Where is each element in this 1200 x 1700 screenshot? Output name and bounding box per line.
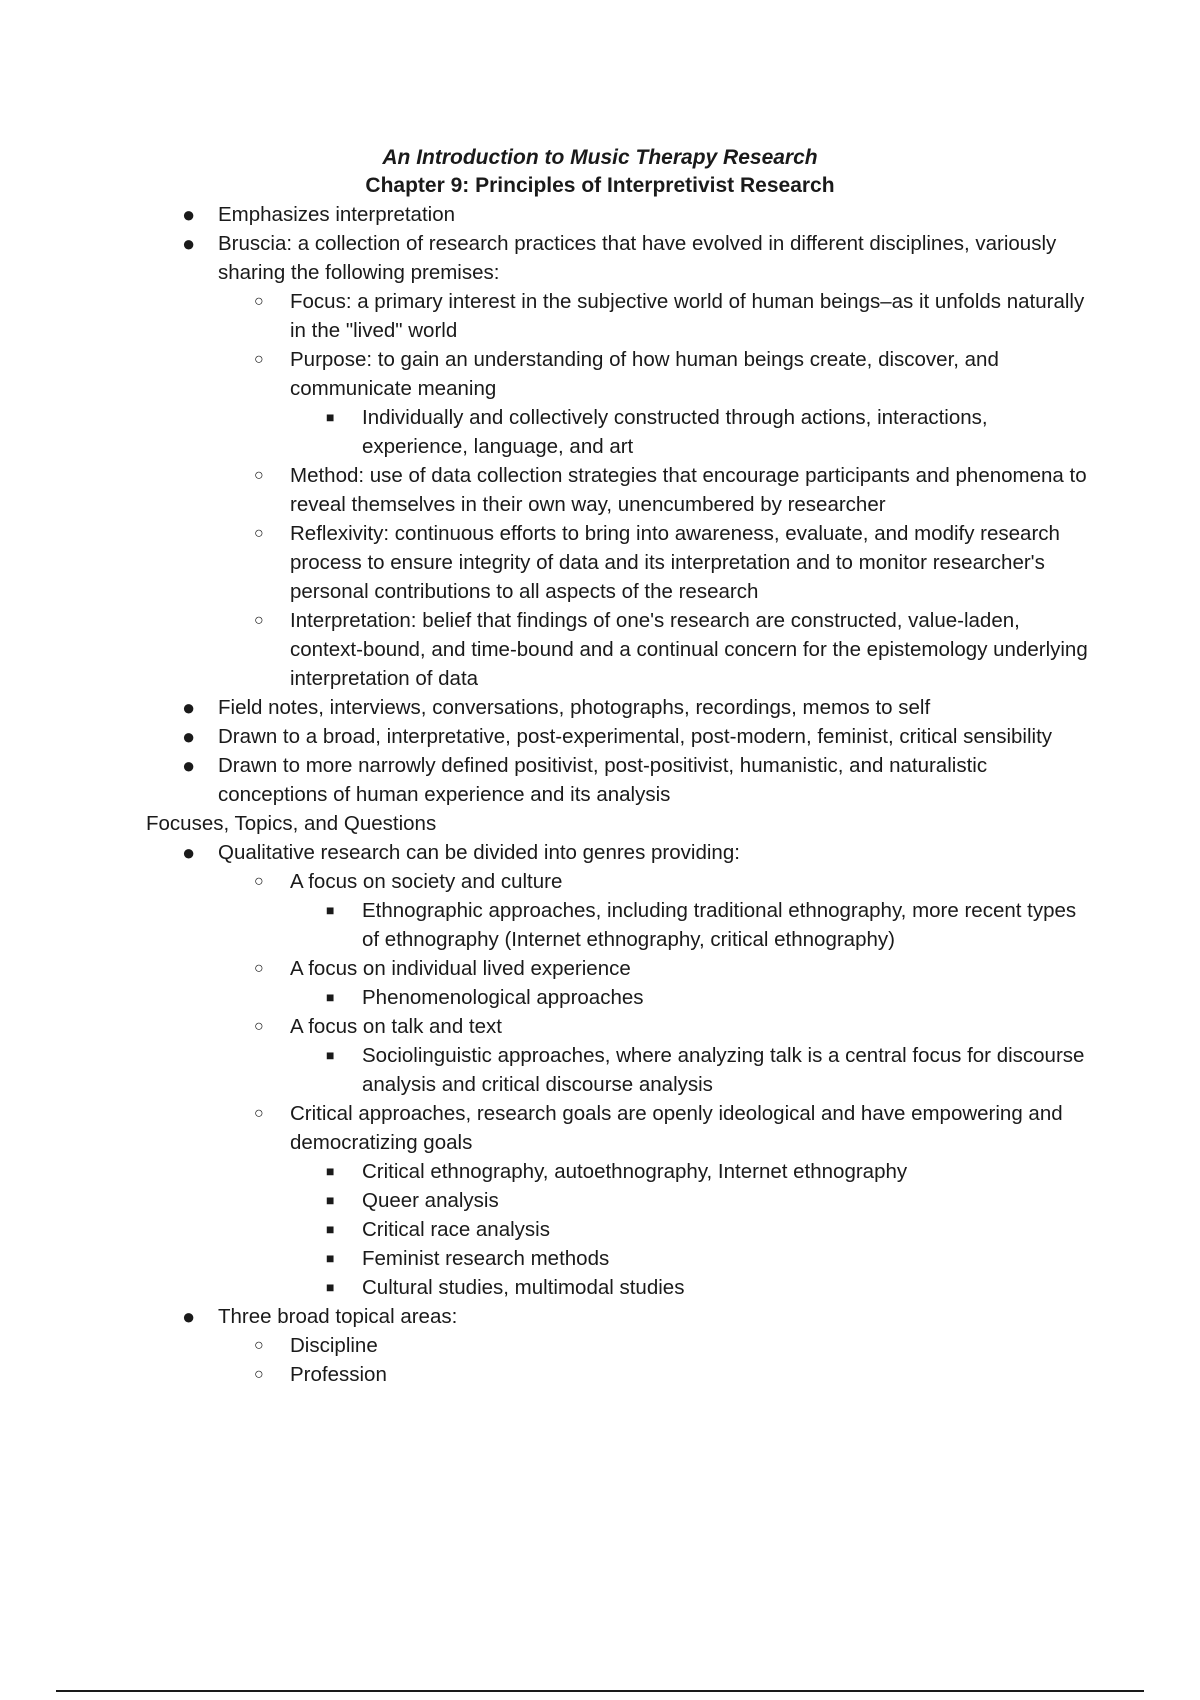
outline-list xyxy=(0,200,1200,1389)
list-item xyxy=(0,1273,1200,1302)
list-item-text: Cultural studies, multimodal studies xyxy=(362,1276,685,1299)
hollow-bullet-icon: ○ xyxy=(254,525,264,542)
bullet-icon: ● xyxy=(182,724,196,749)
list-item xyxy=(0,1360,1200,1389)
hollow-bullet-icon: ○ xyxy=(254,1366,264,1383)
list-item xyxy=(0,751,1200,809)
list-item xyxy=(0,722,1200,751)
hollow-bullet-icon: ○ xyxy=(254,960,264,977)
list-item-text: Qualitative research can be divided into genres providing: xyxy=(218,841,740,864)
list-item xyxy=(0,345,1200,403)
list-item-text: Critical ethnography, autoethnography, Internet ethnography xyxy=(362,1160,908,1183)
list-item xyxy=(0,229,1200,287)
hollow-bullet-icon: ○ xyxy=(254,351,264,368)
hollow-bullet-icon: ○ xyxy=(254,467,264,484)
list-item-text: Critical approaches, research goals are openly ideological and have empowering and democratizing goals xyxy=(290,1102,1063,1154)
list-item-text: Focus: a primary interest in the subjective world of human beings–as it unfolds naturally in the "lived" world xyxy=(290,290,1085,342)
page-bottom-rule xyxy=(56,1690,1144,1692)
list-item xyxy=(0,200,1200,229)
list-item-text: A focus on individual lived experience xyxy=(290,957,631,980)
list-item-text: Phenomenological approaches xyxy=(362,986,644,1009)
list-item xyxy=(0,954,1200,983)
square-bullet-icon: ■ xyxy=(326,1250,335,1266)
hollow-bullet-icon: ○ xyxy=(254,612,264,629)
square-bullet-icon: ■ xyxy=(326,989,335,1005)
list-item xyxy=(0,1157,1200,1186)
list-item xyxy=(0,403,1200,461)
list-item-text: Individually and collectively constructed through actions, interactions, experience, language, and art xyxy=(362,406,988,458)
bullet-icon: ● xyxy=(182,231,196,256)
list-item-text: Drawn to more narrowly defined positivist, post-positivist, humanistic, and naturalistic conceptions of human experience and its analysis xyxy=(218,754,988,806)
list-item-text: Three broad topical areas: xyxy=(218,1305,458,1328)
list-item xyxy=(0,1331,1200,1360)
list-item-text: Interpretation: belief that findings of one's research are constructed, value-laden, context-bound, and time-bound and a continual concern for the epistemology underlying interpretation of data xyxy=(290,609,1088,690)
bullet-icon: ● xyxy=(182,840,196,865)
square-bullet-icon: ■ xyxy=(326,1163,335,1179)
section-heading xyxy=(0,809,1200,838)
list-item xyxy=(0,1215,1200,1244)
bullet-icon: ● xyxy=(182,695,196,720)
bullet-icon: ● xyxy=(182,753,196,778)
list-item-text: Field notes, interviews, conversations, photographs, recordings, memos to self xyxy=(218,696,931,719)
list-item-text: A focus on talk and text xyxy=(290,1015,502,1038)
list-item xyxy=(0,896,1200,954)
list-item xyxy=(0,461,1200,519)
list-item xyxy=(0,1041,1200,1099)
hollow-bullet-icon: ○ xyxy=(254,1337,264,1354)
list-item-text: Discipline xyxy=(290,1334,378,1357)
list-item xyxy=(0,838,1200,867)
square-bullet-icon: ■ xyxy=(326,1279,335,1295)
list-item xyxy=(0,1244,1200,1273)
list-item-text: A focus on society and culture xyxy=(290,870,563,893)
list-item-text: Profession xyxy=(290,1363,387,1386)
list-item-text: Feminist research methods xyxy=(362,1247,610,1270)
bullet-icon: ● xyxy=(182,1304,196,1329)
list-item xyxy=(0,867,1200,896)
hollow-bullet-icon: ○ xyxy=(254,1105,264,1122)
hollow-bullet-icon: ○ xyxy=(254,293,264,310)
list-item xyxy=(0,1012,1200,1041)
list-item xyxy=(0,1186,1200,1215)
square-bullet-icon: ■ xyxy=(326,1221,335,1237)
square-bullet-icon: ■ xyxy=(326,902,335,918)
list-item-text: Queer analysis xyxy=(362,1189,499,1212)
list-item-text: Method: use of data collection strategies that encourage participants and phenomena to reveal themselves in their own way, unencumbered by researcher xyxy=(290,464,1087,516)
square-bullet-icon: ■ xyxy=(326,1192,335,1208)
list-item-text: Critical race analysis xyxy=(362,1218,550,1241)
document-body xyxy=(0,200,1200,1389)
list-item-text: Ethnographic approaches, including traditional ethnography, more recent types of ethnography (Internet ethnography, critical ethnography) xyxy=(362,899,1077,951)
hollow-bullet-icon: ○ xyxy=(254,1018,264,1035)
list-item-text: Sociolinguistic approaches, where analyzing talk is a central focus for discourse analysis and critical discourse analysis xyxy=(362,1044,1085,1096)
list-item xyxy=(0,1099,1200,1157)
document-title: An Introduction to Music Therapy Research xyxy=(382,146,818,169)
list-item-text: Drawn to a broad, interpretative, post-experimental, post-modern, feminist, critical sensibility xyxy=(218,725,1053,748)
square-bullet-icon: ■ xyxy=(326,1047,335,1063)
list-item-text: Emphasizes interpretation xyxy=(218,203,456,226)
list-item-text: Bruscia: a collection of research practices that have evolved in different disciplines, variously sharing the following premises: xyxy=(218,232,1057,284)
chapter-title: Chapter 9: Principles of Interpretivist Research xyxy=(365,174,835,197)
list-item xyxy=(0,693,1200,722)
hollow-bullet-icon: ○ xyxy=(254,873,264,890)
list-item-text: Reflexivity: continuous efforts to bring into awareness, evaluate, and modify research process to ensure integrity of data and its interpretation and to monitor researcher's personal contributions to all aspects of the research xyxy=(290,522,1060,603)
list-item-text: Purpose: to gain an understanding of how human beings create, discover, and communicate meaning xyxy=(290,348,999,400)
document-header xyxy=(0,144,1200,200)
list-item xyxy=(0,287,1200,345)
list-item xyxy=(0,1302,1200,1331)
list-item xyxy=(0,983,1200,1012)
bullet-icon: ● xyxy=(182,202,196,227)
list-item xyxy=(0,606,1200,693)
square-bullet-icon: ■ xyxy=(326,409,335,425)
list-item xyxy=(0,519,1200,606)
section-heading-text: Focuses, Topics, and Questions xyxy=(146,812,437,835)
